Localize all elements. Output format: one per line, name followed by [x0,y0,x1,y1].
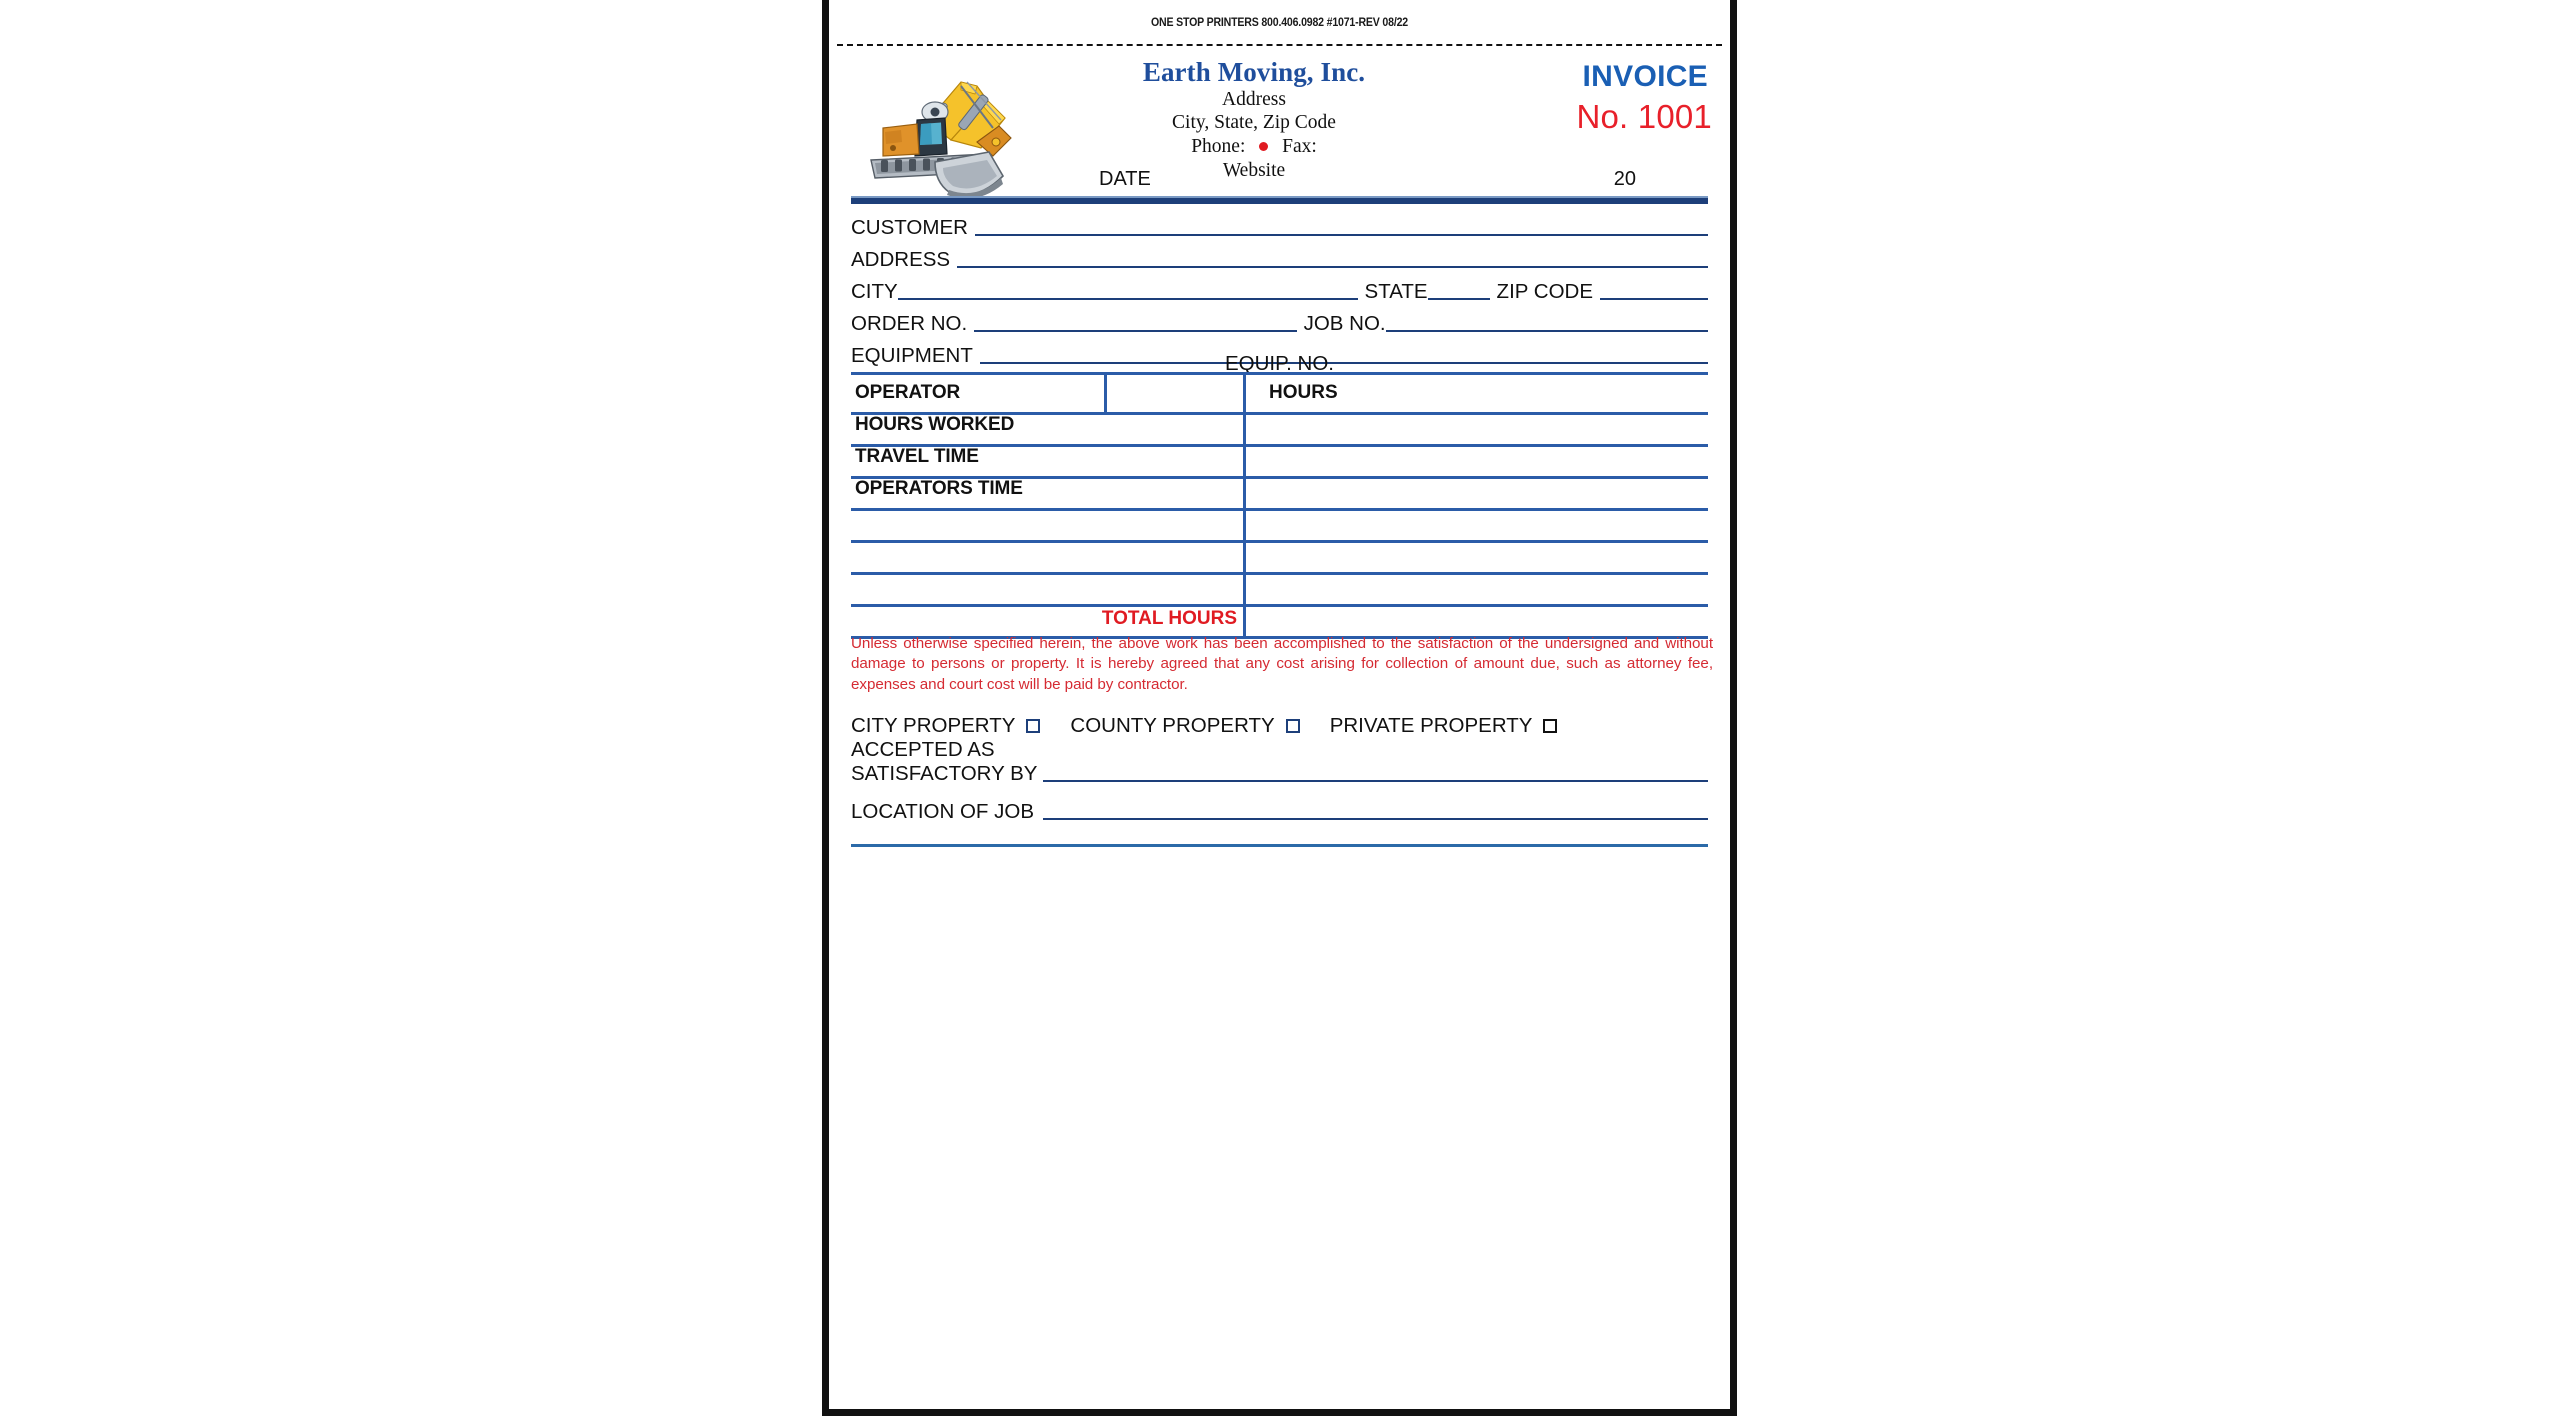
company-city-state-zip: City, State, Zip Code [1172,112,1336,134]
city-input-line[interactable] [898,297,1358,300]
table-rule-top [851,372,1708,375]
phone-label: Phone: [1191,136,1246,158]
county-property-option[interactable] [1070,714,1299,738]
satisfactory-by-line [851,762,1708,786]
order-no-label: ORDER NO. [851,312,968,335]
company-address: Address [1222,88,1286,110]
address-field-row [851,244,1708,272]
hours-table [851,372,1708,629]
private-property-checkbox[interactable] [1543,719,1557,733]
county-property-checkbox[interactable] [1286,719,1300,733]
table-row-operator-label: OPERATOR [855,382,961,403]
location-of-job-row [851,800,1708,824]
address-input-line[interactable] [957,265,1708,268]
year-prefix: 20 [1613,168,1636,190]
fax-label: Fax: [1282,136,1317,158]
accepted-as-line: ACCEPTED AS [851,738,995,761]
state-input-line[interactable] [1428,297,1490,300]
order-no-input-line[interactable] [974,329,1296,332]
separator-dot-icon [1259,142,1268,151]
table-header-divider [1104,372,1107,412]
job-no-label: JOB NO. [1303,312,1386,335]
address-label: ADDRESS [851,248,951,271]
table-hours-column-header: HOURS [1269,382,1338,403]
company-phone-fax [1044,135,1464,159]
property-type-row [851,714,1708,738]
city-property-option[interactable] [851,714,1040,738]
job-no-input-line[interactable] [1386,329,1708,332]
table-blank-row-1[interactable] [851,510,1243,540]
invoice-title: INVOICE [1582,60,1708,93]
private-property-label: PRIVATE PROPERTY [1329,714,1533,737]
disclaimer-text: Unless otherwise specified herein, the above work has been accomplished to the satisfaction of the undersigned and without damage to persons or property. It is hereby agreed that any cost arising for collection of amount due, such as attorney fee, expenses and court cost will be paid by contractor. [851,635,1713,693]
date-label: DATE [1099,168,1151,190]
excavator-icon [865,56,1045,206]
equipment-label: EQUIPMENT [851,344,973,367]
table-blank-row-2[interactable] [851,542,1243,572]
printer-credit-line: ONE STOP PRINTERS 800.406.0982 #1071-REV 08/22 [1151,17,1408,29]
equip-no-label: EQUIP. NO. [1225,352,1334,375]
table-row-operators-time-label: OPERATORS TIME [855,478,1023,499]
bottom-blank-line[interactable] [851,844,1708,847]
company-website: Website [1222,160,1286,182]
location-of-job-label: LOCATION OF JOB [851,800,1034,823]
invoice-form-sheet [822,0,1737,1416]
customer-input-line[interactable] [975,233,1708,236]
company-name: Earth Moving, Inc. [1142,57,1366,87]
accepted-as-satisfactory-block [851,738,1708,786]
customer-label: CUSTOMER [851,216,968,239]
city-property-checkbox[interactable] [1026,719,1040,733]
table-hours-entry-column[interactable] [1243,412,1723,636]
state-label: STATE [1364,280,1428,303]
zip-code-label: ZIP CODE [1496,280,1593,303]
customer-field-row [851,212,1708,240]
date-field-row [1099,165,1708,191]
table-row-travel-time-label: TRAVEL TIME [855,446,979,467]
satisfactory-by-input-line[interactable] [1043,779,1708,782]
private-property-option[interactable] [1330,714,1558,738]
total-hours-label: TOTAL HOURS [1101,608,1237,629]
perforation-dashed-line [837,44,1722,46]
invoice-number: No. 1001 [1576,98,1712,135]
zip-code-input-line[interactable] [1600,297,1708,300]
city-property-label: CITY PROPERTY [851,714,1016,737]
city-state-zip-field-row [851,276,1708,304]
order-job-field-row [851,308,1708,336]
county-property-label: COUNTY PROPERTY [1070,714,1275,737]
location-of-job-input-line[interactable] [1043,817,1708,820]
satisfactory-by-label: SATISFACTORY BY [851,762,1038,786]
city-label: CITY [851,280,898,303]
table-row-hours-worked-label: HOURS WORKED [855,414,1015,435]
header-divider [851,196,1708,204]
table-blank-row-3[interactable] [851,574,1243,604]
